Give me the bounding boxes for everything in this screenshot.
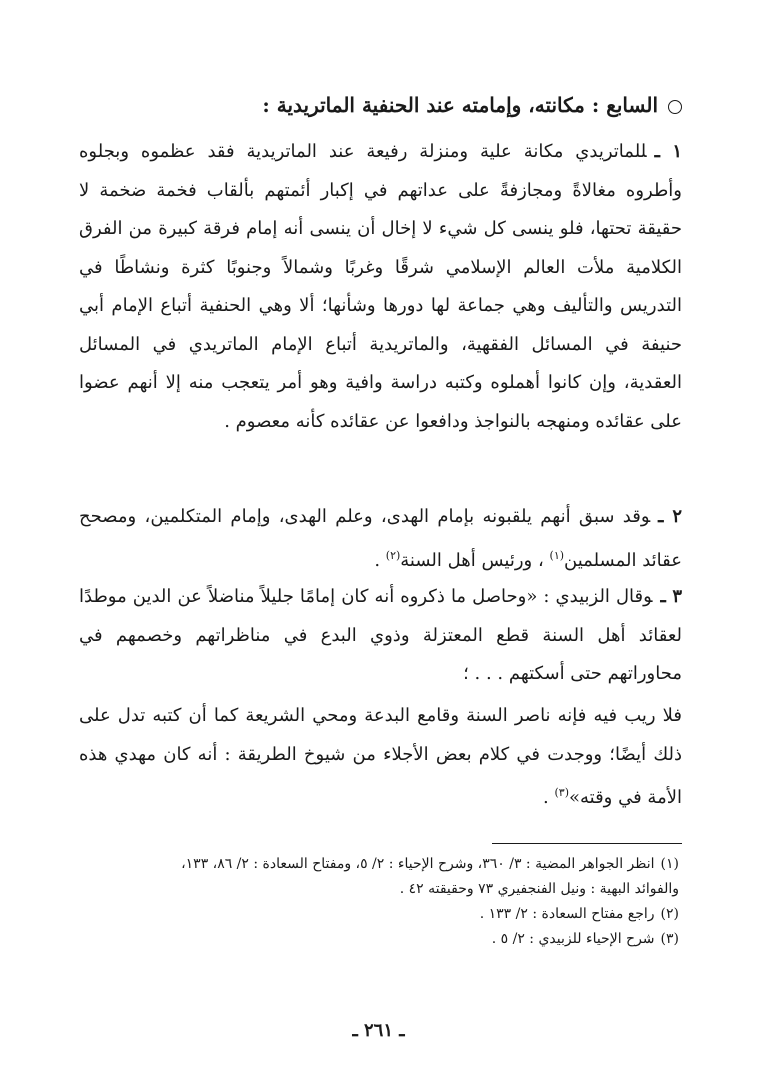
paragraph-text: فلا ريب فيه فإنه ناصر السنة وقامع البدعة ومحي الشريعة كما أن كتبه تدل على ذلك أيضًا؛ ووجدت في كلام بعض الأجلاء من شيوخ الطريقة : أنه كان مهدي هذه الأمة في وقته» bbox=[79, 705, 682, 808]
circle-bullet-icon bbox=[668, 100, 682, 114]
footnote-number: (٢) bbox=[660, 906, 679, 922]
footnote-number: (٣) bbox=[660, 931, 679, 947]
paragraph-text: ، ورئيس أهل السنة bbox=[400, 549, 550, 571]
paragraph-text: وقال الزبيدي : «وحاصل ما ذكروه أنه كان إمامًا جليلاً مناضلاً عن الدين موطدًا لعقائد أهل السنة قطع المعتزلة وذوي البدع في مناظراتهم وخصمهم في محاوراتهم حتى أسكتهم . . . ؛ bbox=[79, 586, 682, 684]
page-number: ـ ٢٦١ ـ bbox=[352, 1020, 405, 1041]
section-heading bbox=[100, 90, 682, 120]
paragraph-3 bbox=[79, 578, 682, 694]
paragraph-4 bbox=[79, 697, 682, 818]
paragraph-text: . bbox=[543, 787, 555, 808]
footnote-text: شرح الإحياء للزبيدي : ٢/ ٥ . bbox=[491, 931, 655, 947]
paragraph-number: ٣ ـ bbox=[660, 586, 682, 607]
paragraph-2 bbox=[79, 498, 682, 580]
paragraph-text: للماتريدي مكانة علية ومنزلة رفيعة عند الماتريدية فقد عظموه وبجلوه وأطروه مغالاةً ومجازفةً على عداتهم في إكبار أئمتهم بألقاب فخمة ضخمة لا حقيقة تحتها، فلو ينسى كل شيء لا إخال أن ينسى أنه إمام فرقة كبيرة من الفرق الكلامية ملأت العالم الإسلامي شرقًا وغربًا وشمالاً وجنوبًا كثرة ونشاطًا في التدريس والتأليف وهي جماعة لها دورها وشأنها؛ ألا وهي الحنفية أتباع الإمام أبي حنيفة في المسائل الفقهية، والماتريدية أتباع الإمام الماتريدي في المسائل العقدية، وإن كانوا أهملوه وكتبه دراسة وافية وهو أمر يتعجب منه إلا أنهم عضوا على عقائده ومنهجه بالنواجذ ودافعوا عن عقائده كأنه معصوم . bbox=[79, 141, 682, 432]
footnote-number: (١) bbox=[660, 856, 679, 872]
section-heading-text: السابع : مكانته، وإمامته عند الحنفية الماتريدية : bbox=[262, 93, 658, 117]
paragraph-text: . bbox=[374, 549, 386, 571]
footnote-1 bbox=[79, 852, 679, 877]
footnote-text: راجع مفتاح السعادة : ٢/ ١٣٣ . bbox=[479, 906, 655, 922]
footnotes bbox=[79, 852, 679, 952]
paragraph-number: ١ ـ bbox=[654, 141, 682, 162]
footnote-ref-3[interactable]: (٣) bbox=[554, 786, 569, 799]
footnote-text: والفوائد البهية : ونيل الفنجفيري ٧٣ وحقيقته ٤٢ . bbox=[399, 881, 679, 897]
footnote-ref-2[interactable]: (٢) bbox=[385, 548, 401, 562]
paragraph-1 bbox=[79, 133, 682, 441]
paragraph-text: وقد سبق أنهم يلقبونه بإمام الهدى، وعلم الهدى، وإمام المتكلمين، ومصحح عقائد المسلمين bbox=[79, 506, 682, 571]
paragraph-number: ٢ ـ bbox=[658, 506, 682, 527]
footnote-text: انظر الجواهر المضية : ٣/ ٣٦٠، وشرح الإحياء : ٢/ ٥، ومفتاح السعادة : ٢/ ٨٦، ١٣٣، bbox=[181, 856, 655, 872]
footnote-3 bbox=[79, 927, 679, 952]
footnote-divider bbox=[492, 843, 682, 844]
footnote-2 bbox=[79, 902, 679, 927]
footnote-1-continued bbox=[79, 877, 679, 902]
footnote-ref-1[interactable]: (١) bbox=[549, 548, 565, 562]
